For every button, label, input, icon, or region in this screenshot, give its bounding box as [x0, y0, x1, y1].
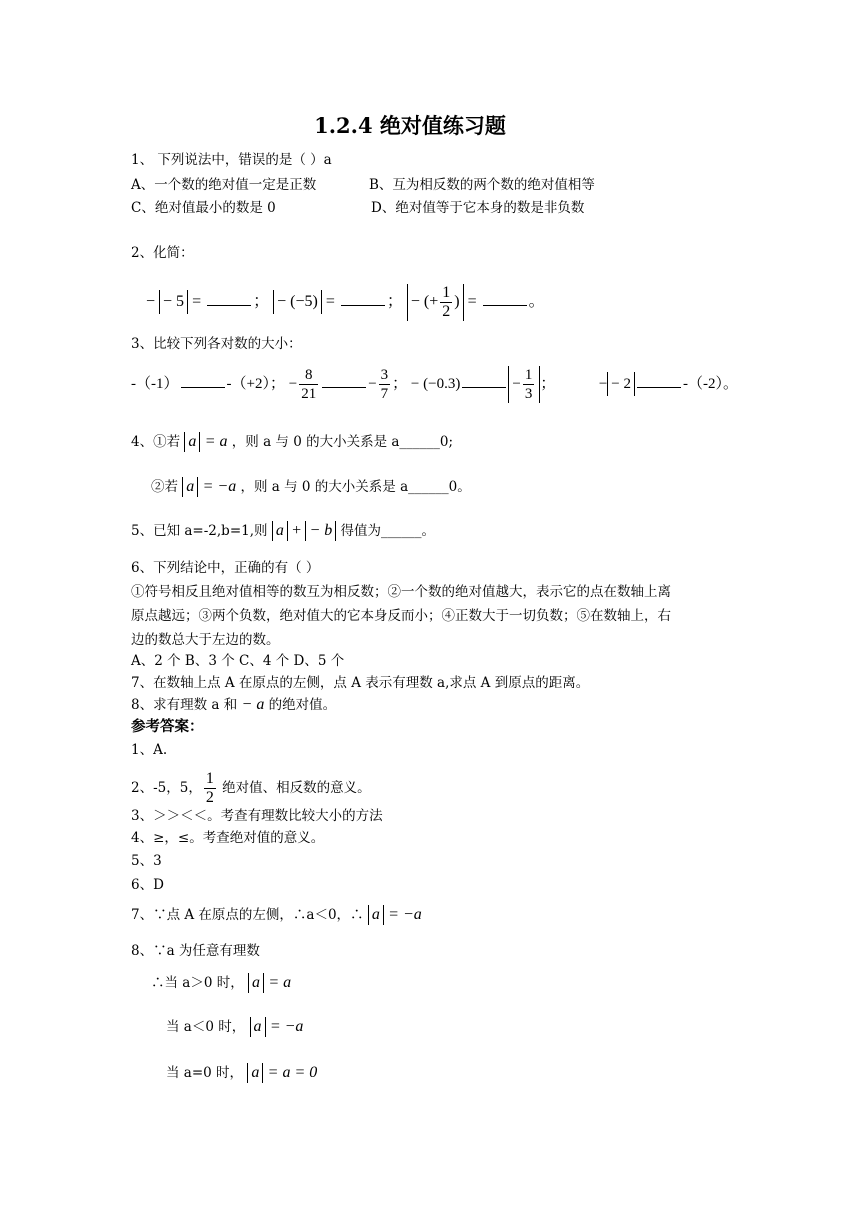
- q2-e3-numerator: 1: [442, 284, 451, 301]
- q1-stem: 1、 下列说法中，错误的是（ ）a: [131, 152, 332, 168]
- q3-expressions: [131, 366, 738, 403]
- answer-6: 6、D: [131, 877, 164, 893]
- answer-3: 3、＞＞＜＜。考查有理数比较大小的方法: [131, 808, 383, 824]
- answer-7: [131, 905, 422, 925]
- q3-f1-sign: −: [288, 375, 298, 392]
- q3-blank-2: [322, 373, 366, 388]
- q4-l2-eq: = −a: [202, 478, 237, 495]
- page-title: 1.2.4 绝对值练习题: [314, 113, 506, 138]
- q3-f2-sign: −: [368, 375, 377, 392]
- q3-p4-sign: −: [598, 375, 608, 392]
- q2-e3-fraction: [440, 284, 452, 321]
- q6-stem: 6、下列结论中，正确的有（ ）: [131, 560, 320, 576]
- q7-text: 7、在数轴上点 A 在原点的左侧，点 A 表示有理数 a,求点 A 到原点的距离。: [131, 675, 590, 691]
- answer-7-prefix: 7、∵点 A 在原点的左侧，∴a＜0，∴: [131, 907, 364, 923]
- answer-1: 1、A.: [131, 742, 168, 758]
- q3-p2: -（+2）；: [226, 375, 285, 392]
- answer-2-prefix: 2、-5，5，: [131, 780, 202, 796]
- q2-e2-abs: − (−5): [273, 290, 322, 314]
- q8-suffix: 的绝对值。: [268, 697, 337, 713]
- q3-abs-fraction: [508, 366, 540, 403]
- q3-blank-4: [637, 373, 681, 388]
- q2-e3-abs: [407, 284, 464, 321]
- q4-line-2: [151, 477, 471, 497]
- q2-blank-2: [341, 291, 385, 306]
- q2-e1-prefix: −: [146, 293, 156, 311]
- answer-2-fraction: [204, 770, 216, 807]
- q3-blank-3: [462, 373, 506, 388]
- q3-f3-numerator: 1: [524, 367, 533, 383]
- q3-fraction-1: [299, 366, 318, 403]
- q3-p1: -（-1）: [131, 375, 179, 392]
- q2-e2-eq: =: [325, 293, 335, 311]
- answer-8-l2-prefix: ∴当 a＞0 时，: [151, 975, 244, 991]
- q2-e3-denominator: 2: [442, 303, 451, 320]
- answer-2: [131, 770, 371, 807]
- q3-sep: ；: [392, 375, 408, 392]
- q2-sep-1: ；: [253, 293, 270, 311]
- answer-8-l4-abs: a: [247, 1063, 263, 1083]
- q2-e1-abs: − 5: [159, 290, 188, 314]
- answer-8-l4-eq: = a = 0: [267, 1064, 318, 1081]
- q8-prefix: 8、求有理数 a 和: [131, 697, 238, 713]
- q4-l2-suffix: ，则 a 与 0 的大小关系是 a______0。: [240, 479, 471, 495]
- q3-f1-numerator: 8: [299, 366, 318, 385]
- q2-expressions: [146, 284, 545, 321]
- answer-5: 5、3: [131, 853, 162, 869]
- q5-plus: +: [292, 522, 302, 539]
- q3-fraction-2: [379, 366, 391, 403]
- q4-line-1: [131, 432, 453, 452]
- q6-line-1: ①符号相反且绝对值相等的数互为相反数；②一个数的绝对值越大，表示它的点在数轴上离: [131, 584, 671, 600]
- q1-option-c: C、绝对值最小的数是 0: [131, 200, 276, 216]
- q1-option-a: A、一个数的绝对值一定是正数: [131, 177, 317, 193]
- q3-f3-denominator: 3: [524, 386, 533, 402]
- q2-e3-eq: =: [467, 293, 477, 311]
- q6-line-3: 边的数总大于左边的数。: [131, 632, 280, 648]
- q4-l1-eq: = a: [204, 433, 228, 450]
- answer-8-line-4: [166, 1063, 317, 1083]
- answer-8-line-3: [166, 1017, 303, 1037]
- answer-7-abs: a: [368, 905, 384, 925]
- q4-l2-prefix: ②若: [151, 479, 178, 495]
- q2-e1-eq: =: [192, 293, 202, 311]
- answer-8-l3-abs: a: [250, 1017, 266, 1037]
- q5-suffix: 得值为______。: [340, 523, 436, 539]
- answer-7-eq: = −a: [388, 906, 422, 923]
- answer-2-denominator: 2: [205, 789, 214, 806]
- q8-line: [131, 695, 336, 715]
- answer-4: 4、≥，≤。考查绝对值的意义。: [131, 830, 325, 846]
- q3-f2-denominator: 7: [380, 386, 389, 402]
- q5-abs-2: − b: [305, 521, 336, 541]
- q6-line-2: 原点越远；③两个负数，绝对值大的它本身反而小；④正数大于一切负数；⑤在数轴上，右: [131, 608, 671, 624]
- q2-end: 。: [528, 293, 545, 311]
- q5-prefix: 5、已知 a=-2,b=1,则: [131, 523, 268, 539]
- q2-e3-suffix: ): [454, 293, 460, 311]
- answer-8-l3-eq: = −a: [269, 1018, 304, 1035]
- q3-sep-2: ；: [540, 375, 556, 392]
- answers-heading: 参考答案：: [131, 718, 204, 735]
- q4-l1-prefix: 4、①若: [131, 434, 181, 450]
- answer-2-numerator: 1: [205, 770, 214, 787]
- q3-p3: − (−0.3): [410, 375, 461, 392]
- q5-abs-1: a: [272, 521, 288, 541]
- q3-f2-numerator: 3: [380, 367, 389, 383]
- q1-option-d: D、绝对值等于它本身的数是非负数: [371, 200, 585, 216]
- answer-8-l3-prefix: 当 a＜0 时，: [166, 1019, 246, 1035]
- q3-blank-1: [181, 373, 225, 388]
- q3-fraction-3: [523, 366, 535, 403]
- q8-expr: − a: [241, 696, 265, 713]
- q2-blank-3: [483, 291, 527, 306]
- q4-l1-suffix: ，则 a 与 0 的大小关系是 a______0;: [231, 434, 454, 450]
- q3-f3-sign: −: [512, 375, 521, 392]
- answer-8-line-1: 8、∵a 为任意有理数: [131, 943, 260, 959]
- q2-sep-2: ；: [386, 293, 403, 311]
- q2-blank-1: [207, 291, 251, 306]
- answer-8-l2-eq: = a: [268, 974, 292, 991]
- answer-8-line-2: [151, 973, 291, 993]
- q4-l1-abs: a: [184, 432, 200, 452]
- q3-p4-abs: − 2: [607, 372, 635, 396]
- q4-l2-abs: a: [182, 477, 198, 497]
- q1-option-b: B、互为相反数的两个数的绝对值相等: [369, 177, 595, 193]
- q3-f1-denominator: 21: [301, 386, 317, 402]
- q2-stem: 2、化简：: [131, 245, 194, 261]
- answer-8-l2-abs: a: [248, 973, 264, 993]
- q3-stem: 3、比较下列各对数的大小：: [131, 336, 302, 352]
- q5-line: [131, 521, 435, 541]
- q2-e3-prefix: − (+: [410, 293, 439, 311]
- answer-8-l4-prefix: 当 a=0 时，: [166, 1065, 244, 1081]
- q3-p5: -（-2）。: [683, 375, 739, 392]
- answer-2-suffix: 绝对值、相反数的意义。: [217, 780, 371, 796]
- q6-options: A、2 个 B、3 个 C、4 个 D、5 个: [131, 653, 345, 669]
